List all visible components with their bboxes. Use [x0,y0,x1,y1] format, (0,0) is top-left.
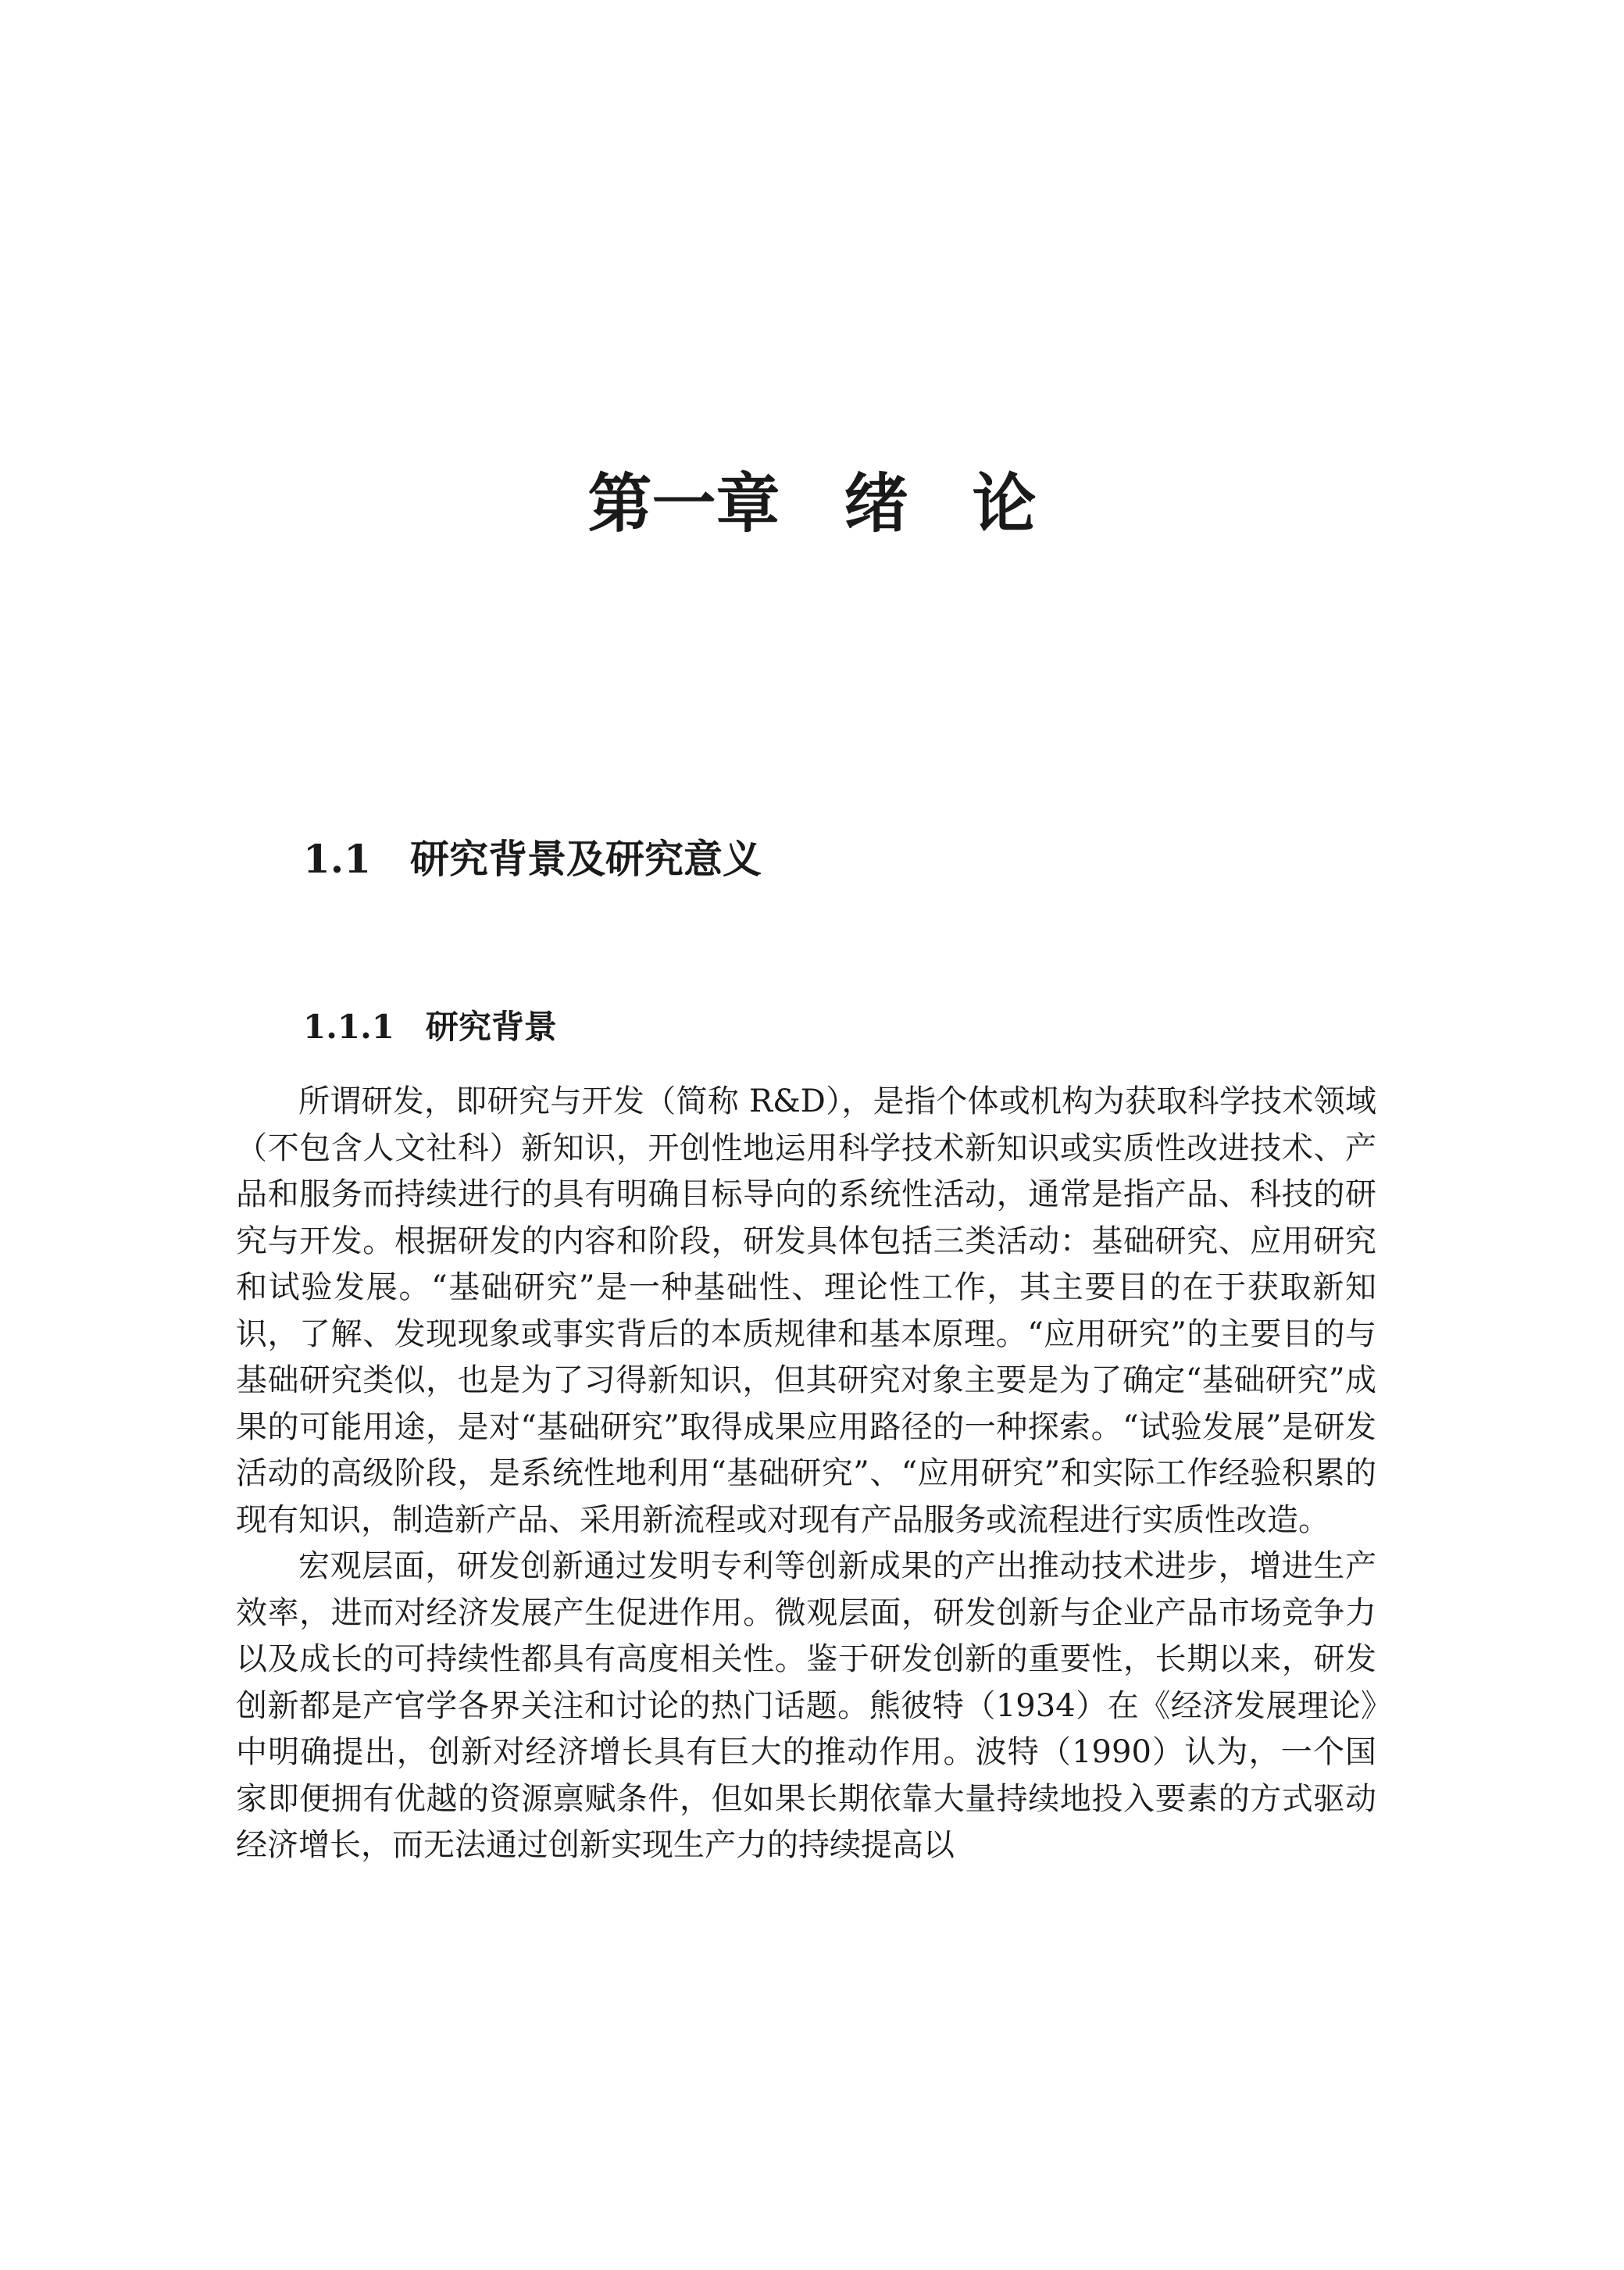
paragraph: 所谓研发，即研究与开发（简称 R&D），是指个体或机构为获取科学技术领域（不包含人文社科）新知识，开创性地运用科学技术新知识或实质性改进技术、产品和服务而持续进行的具有明确目标导向的系统性活动，通常是指产品、科技的研究与开发。根据研发的内容和阶段，研发具体包括三类活动：基础研究、应用研究和试验发展。“基础研究”是一种基础性、理论性工作，其主要目的在于获取新知识，了解、发现现象或事实背后的本质规律和基本原理。“应用研究”的主要目的与基础研究类似，也是为了习得新知识，但其研究对象主要是为了确定“基础研究”成果的可能用途，是对“基础研究”取得成果应用路径的一种探索。“试验发展”是研发活动的高级阶段，是系统性地利用“基础研究”、“应用研究”和实际工作经验积累的现有知识，制造新产品、采用新流程或对现有产品服务或流程进行实质性改造。 [236,1083,1376,1538]
subsection-title: 研究背景 [425,1008,557,1046]
chapter-title: 第一章 绪 论 [587,466,1037,541]
section-heading [303,828,762,891]
paragraph: 宏观层面，研发创新通过发明专利等创新成果的产出推动技术进步，增进生产效率，进而对经济发展产生促进作用。微观层面，研发创新与企业产品市场竞争力以及成长的可持续性都具有高度相关性。鉴于研发创新的重要性，长期以来，研发创新都是产官学各界关注和讨论的热门话题。熊彼特（1934）在《经济发展理论》中明确提出，创新对经济增长具有巨大的推动作用。波特（1990）认为，一个国家即便拥有优越的资源禀赋条件，但如果长期依靠大量持续地投入要素的方式驱动经济增长，而无法通过创新实现生产力的持续提高以 [236,1548,1376,1863]
section-number: 1.1 [303,836,371,882]
body-text [236,1079,1376,1869]
section-title: 研究背景及研究意义 [410,837,762,882]
subsection-heading [303,1000,557,1055]
subsection-number: 1.1.1 [303,1008,394,1046]
